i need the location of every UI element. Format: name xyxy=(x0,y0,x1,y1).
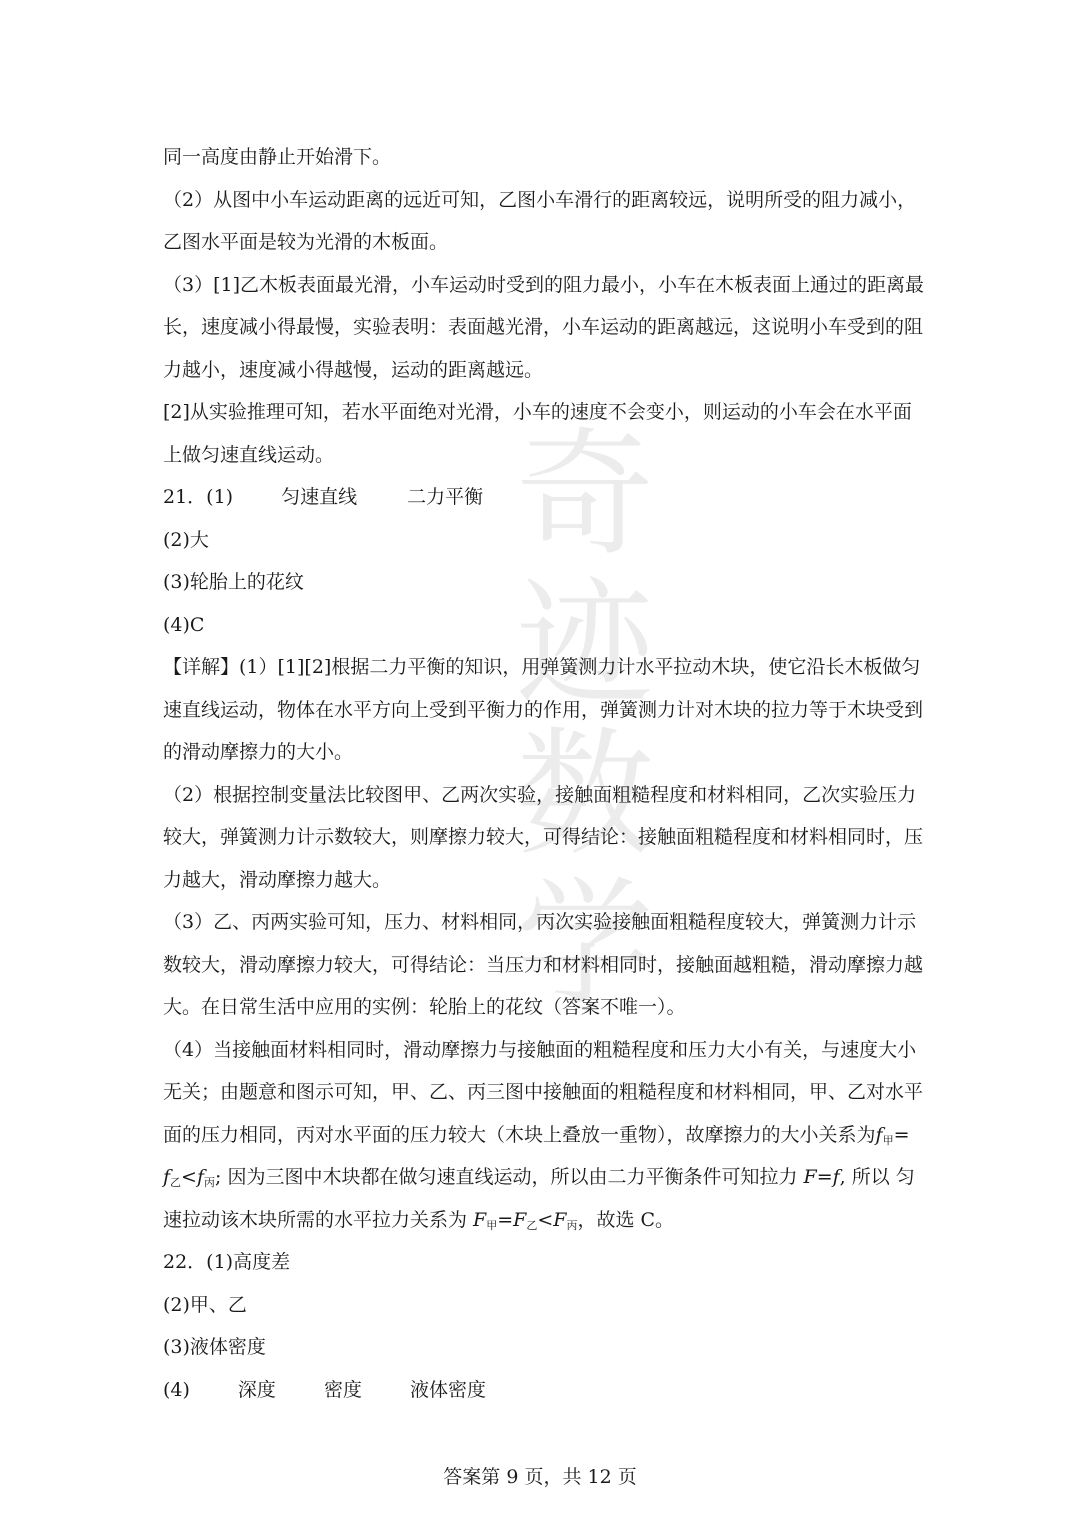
question-22-answer: 22．(1)高度差 xyxy=(163,1251,291,1273)
equation-line: 面的压力相同，丙对水平面的压力较大（木块上叠放一重物），故摩擦力的大小关系为$f_甲=$ xyxy=(163,1123,910,1147)
text-line: 上做匀速直线运动。 xyxy=(163,443,335,466)
page-footer: 答案第 9 页，共 12 页 xyxy=(443,1466,637,1488)
answer-blank: 密度 xyxy=(323,1378,362,1401)
answer-content xyxy=(163,136,923,1411)
text-line: [2]从实验推理可知，若水平面绝对光滑，小车的速度不会变小，则运动的小车会在水平面 xyxy=(163,401,912,423)
detail-line: 数较大，滑动摩擦力较大，可得结论：当压力和材料相同时，接触面越粗糙，滑动摩擦力越 xyxy=(163,953,924,976)
text-line: 力越小，速度减小得越慢，运动的距离越远。 xyxy=(163,358,544,381)
question-21-answer xyxy=(163,476,923,519)
answer-blank: 深度 xyxy=(237,1378,276,1401)
answer-line: (3)轮胎上的花纹 xyxy=(163,571,304,593)
detail-line: 较大，弹簧测力计示数较大，则摩擦力较大，可得结论：接触面粗糙程度和材料相同时，压 xyxy=(163,826,924,848)
detail-line: 大。在日常生活中应用的实例：轮胎上的花纹（答案不唯一）。 xyxy=(163,996,686,1018)
text-line: （2）从图中小车运动距离的远近可知，乙图小车滑行的距离较远，说明所受的阻力减小， xyxy=(163,188,917,211)
detail-line: （2）根据控制变量法比较图甲、乙两次实验，接触面粗糙程度和材料相同，乙次实验压力 xyxy=(163,783,917,806)
equation-line: 速拉动该木块所需的水平拉力关系为 $F_甲=F_乙<F_丙$，故选 C。 xyxy=(163,1208,675,1232)
detail-line: （4）当接触面材料相同时，滑动摩擦力与接触面的粗糙程度和压力大小有关，与速度大小 xyxy=(163,1038,917,1061)
detail-line: 速直线运动，物体在水平方向上受到平衡力的作用，弹簧测力计对木块的拉力等于木块受到 xyxy=(163,698,924,721)
detail-line: 的滑动摩擦力的大小。 xyxy=(163,741,354,763)
answer-line: (4) 深度 密度 液体密度 xyxy=(163,1378,486,1401)
answer-line: (4)C xyxy=(163,613,205,636)
answer-line: (2)大 xyxy=(163,528,209,551)
answer-line: (2)甲、乙 xyxy=(163,1293,247,1316)
question-number: 21．(1) xyxy=(163,486,234,508)
watermark: 奇 迹 数 学 xyxy=(515,414,654,1025)
text-line: （3）[1]乙木板表面最光滑，小车运动时受到的阻力最小，小车在木板表面上通过的距离最 xyxy=(163,273,925,296)
answer-blank: 液体密度 xyxy=(409,1378,486,1401)
detail-line: （3）乙、丙两实验可知，压力、材料相同，丙次实验接触面粗糙程度较大，弹簧测力计示 xyxy=(163,911,917,933)
text-line: 乙图水平面是较为光滑的木板面。 xyxy=(163,231,449,253)
answer-blank: 二力平衡 xyxy=(407,486,484,508)
text-line: 长，速度减小得最慢，实验表明：表面越光滑，小车运动的距离越远，这说明小车受到的阻 xyxy=(163,316,924,338)
detail-line: 力越大，滑动摩擦力越大。 xyxy=(163,868,392,891)
detail-line: 无关；由题意和图示可知，甲、乙、丙三图中接触面的粗糙程度和材料相同，甲、乙对水平 xyxy=(163,1081,924,1103)
detail-line: 【详解】(1）[1][2]根据二力平衡的知识，用弹簧测力计水平拉动木块，使它沿长木板做匀 xyxy=(163,656,921,678)
equation-line: $f_乙<f_丙$; 因为三图中木块都在做匀速直线运动，所以由二力平衡条件可知拉力 F=f, 所以 匀 xyxy=(163,1166,915,1189)
text-line: 同一高度由静止开始滑下。 xyxy=(163,146,392,168)
answer-blank: 匀速直线 xyxy=(281,486,358,508)
answer-line: (3)液体密度 xyxy=(163,1336,266,1358)
